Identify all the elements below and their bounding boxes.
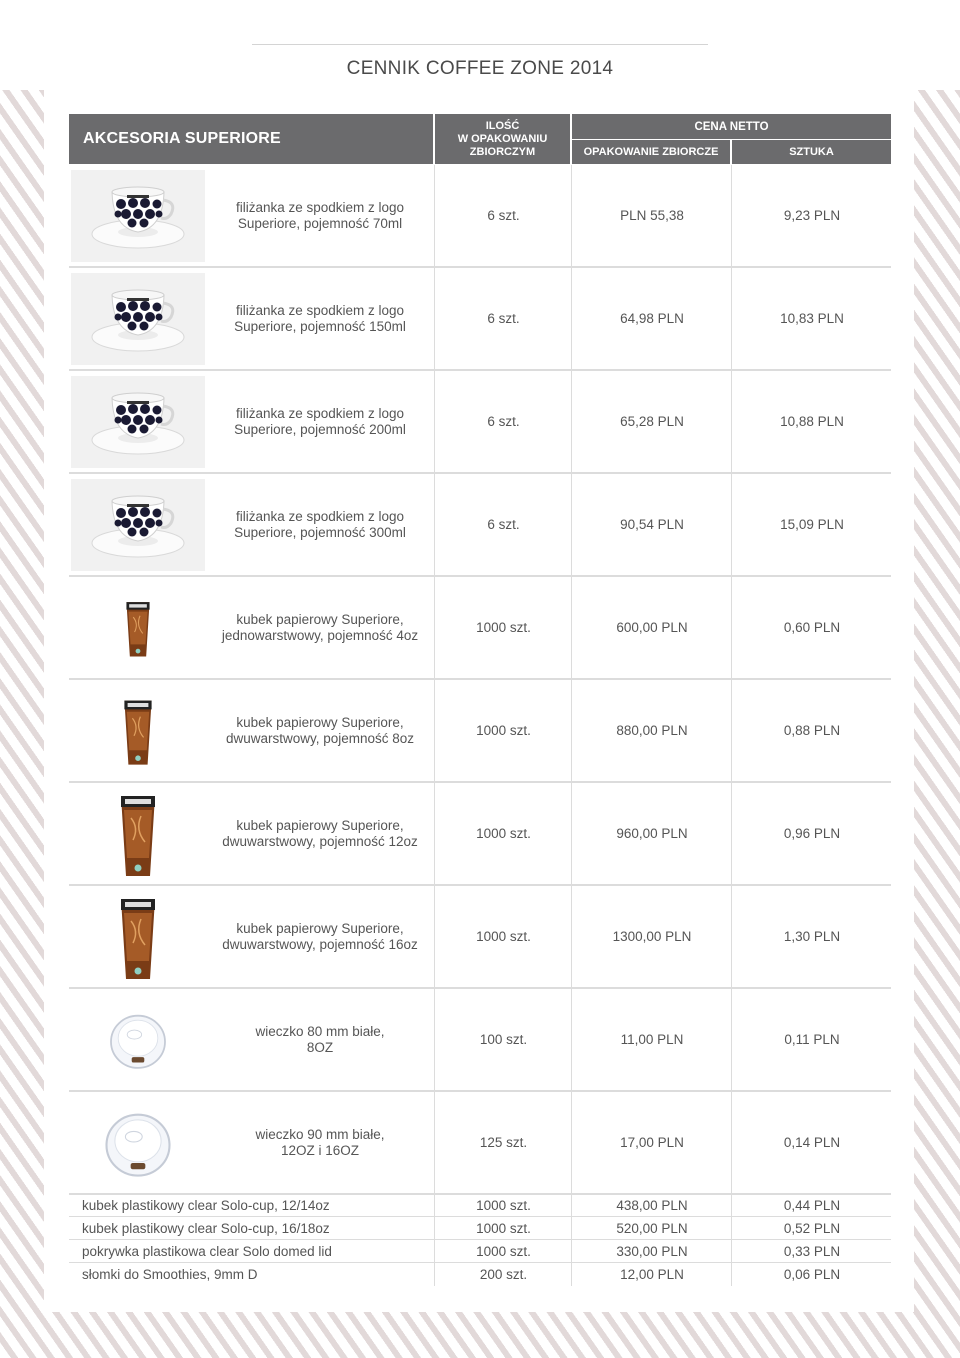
unit-price-cell: 10,88 PLN <box>731 371 892 472</box>
table-row <box>69 1217 891 1240</box>
product-capacity: 8OZ <box>306 1039 334 1055</box>
unit-price-cell: 9,23 PLN <box>731 165 892 266</box>
product-capacity: Superiore, pojemność 70ml <box>237 215 403 231</box>
bulk-pack-price-header: OPAKOWANIE ZBIORCZE <box>572 140 730 164</box>
table-row <box>69 1240 891 1263</box>
pack-price-cell: 65,28 PLN <box>571 371 732 472</box>
unit-price-header: SZTUKA <box>732 140 891 164</box>
table-row <box>69 989 891 1092</box>
quantity-cell: 1000 szt. <box>434 1194 572 1216</box>
quantity-cell: 6 szt. <box>434 474 572 575</box>
paper-cup-icon <box>71 685 205 777</box>
product-capacity: dwuwarstwowy, pojemność 12oz <box>222 833 418 849</box>
product-name: wieczko 80 mm białe, <box>255 1023 385 1039</box>
cappuccino-cup-icon <box>71 376 205 468</box>
quantity-column-header <box>435 114 570 164</box>
product-name: słomki do Smoothies, 9mm D <box>82 1267 258 1282</box>
unit-price-cell: 15,09 PLN <box>731 474 892 575</box>
pack-price-cell: 17,00 PLN <box>571 1092 732 1193</box>
unit-price-cell: 0,88 PLN <box>731 680 892 781</box>
product-name: kubek plastikowy clear Solo-cup, 12/14oz <box>82 1197 330 1213</box>
pack-price-cell: 90,54 PLN <box>571 474 732 575</box>
quantity-cell: 1000 szt. <box>434 1217 572 1239</box>
quantity-cell: 1000 szt. <box>434 886 572 987</box>
product-capacity: dwuwarstwowy, pojemność 16oz <box>222 936 418 952</box>
unit-price-cell: 1,30 PLN <box>731 886 892 987</box>
unit-price-cell: 0,33 PLN <box>731 1240 892 1262</box>
product-name: kubek papierowy Superiore, <box>236 611 404 627</box>
paper-cup-icon <box>71 788 205 880</box>
quantity-header-line: ILOŚĆ <box>485 119 520 132</box>
pack-price-cell: 12,00 PLN <box>571 1263 732 1286</box>
pack-price-cell: 11,00 PLN <box>571 989 732 1090</box>
unit-price-cell: 0,14 PLN <box>731 1092 892 1193</box>
pack-price-cell: PLN 55,38 <box>571 165 732 266</box>
unit-price-cell: 0,06 PLN <box>731 1263 892 1286</box>
table-row <box>69 680 891 783</box>
cup-lid-icon <box>71 994 205 1086</box>
paper-cup-icon <box>71 891 205 983</box>
product-name: filiżanka ze spodkiem z logo <box>235 405 405 421</box>
quantity-cell: 100 szt. <box>434 989 572 1090</box>
product-name: filiżanka ze spodkiem z logo <box>235 302 405 318</box>
pack-price-cell: 960,00 PLN <box>571 783 732 884</box>
page-title: CENNIK COFFEE ZONE 2014 <box>346 58 614 79</box>
unit-price-cell: 10,83 PLN <box>731 268 892 369</box>
unit-price-cell: 0,96 PLN <box>731 783 892 884</box>
table-row <box>69 371 891 474</box>
table-row <box>69 886 891 989</box>
table-row <box>69 783 891 886</box>
product-name: pokrywka plastikowa clear Solo domed lid <box>82 1243 332 1259</box>
table-row <box>69 1194 891 1217</box>
cup-lid-icon <box>71 1097 205 1189</box>
table-row <box>69 1263 891 1286</box>
pack-price-cell: 438,00 PLN <box>571 1194 732 1216</box>
paper-cup-icon <box>71 582 205 674</box>
quantity-cell: 1000 szt. <box>434 1240 572 1262</box>
quantity-cell: 1000 szt. <box>434 577 572 678</box>
product-capacity: dwuwarstwowy, pojemność 8oz <box>225 730 415 746</box>
pack-price-cell: 880,00 PLN <box>571 680 732 781</box>
cappuccino-cup-icon <box>71 273 205 365</box>
quantity-cell: 6 szt. <box>434 165 572 266</box>
latte-cup-icon <box>71 479 205 571</box>
unit-price-cell: 0,52 PLN <box>731 1217 892 1239</box>
product-name: kubek papierowy Superiore, <box>236 817 404 833</box>
title-band <box>0 0 960 90</box>
title-divider <box>252 44 708 45</box>
product-name: filiżanka ze spodkiem z logo <box>235 508 405 524</box>
unit-price-cell: 0,11 PLN <box>731 989 892 1090</box>
pack-price-cell: 330,00 PLN <box>571 1240 732 1262</box>
section-header: AKCESORIA SUPERIORE <box>69 114 433 164</box>
table-row <box>69 1092 891 1195</box>
product-capacity: 12OZ i 16OZ <box>280 1142 360 1158</box>
quantity-header-line: W OPAKOWANIU <box>457 132 548 145</box>
quantity-header-line: ZBIORCZYM <box>469 145 536 158</box>
table-row <box>69 474 891 577</box>
product-capacity: Superiore, pojemność 300ml <box>234 524 406 540</box>
product-capacity: jednowarstwowy, pojemność 4oz <box>221 627 419 643</box>
product-name: wieczko 90 mm białe, <box>255 1126 385 1142</box>
pack-price-cell: 64,98 PLN <box>571 268 732 369</box>
quantity-cell: 1000 szt. <box>434 783 572 884</box>
net-price-header: CENA NETTO <box>572 114 891 139</box>
unit-price-cell: 0,44 PLN <box>731 1194 892 1216</box>
pack-price-cell: 520,00 PLN <box>571 1217 732 1239</box>
product-name: kubek plastikowy clear Solo-cup, 16/18oz <box>82 1220 330 1236</box>
product-capacity: Superiore, pojemność 150ml <box>234 318 406 334</box>
espresso-cup-icon <box>71 170 205 262</box>
quantity-cell: 6 szt. <box>434 371 572 472</box>
quantity-cell: 200 szt. <box>434 1263 572 1286</box>
product-name: filiżanka ze spodkiem z logo <box>235 199 405 215</box>
product-name: kubek papierowy Superiore, <box>236 920 404 936</box>
pack-price-cell: 1300,00 PLN <box>571 886 732 987</box>
pack-price-cell: 600,00 PLN <box>571 577 732 678</box>
table-row <box>69 165 891 268</box>
quantity-cell: 1000 szt. <box>434 680 572 781</box>
unit-price-cell: 0,60 PLN <box>731 577 892 678</box>
quantity-cell: 125 szt. <box>434 1092 572 1193</box>
table-row <box>69 577 891 680</box>
quantity-cell: 6 szt. <box>434 268 572 369</box>
table-row <box>69 268 891 371</box>
product-name: kubek papierowy Superiore, <box>236 714 404 730</box>
product-capacity: Superiore, pojemność 200ml <box>234 421 406 437</box>
